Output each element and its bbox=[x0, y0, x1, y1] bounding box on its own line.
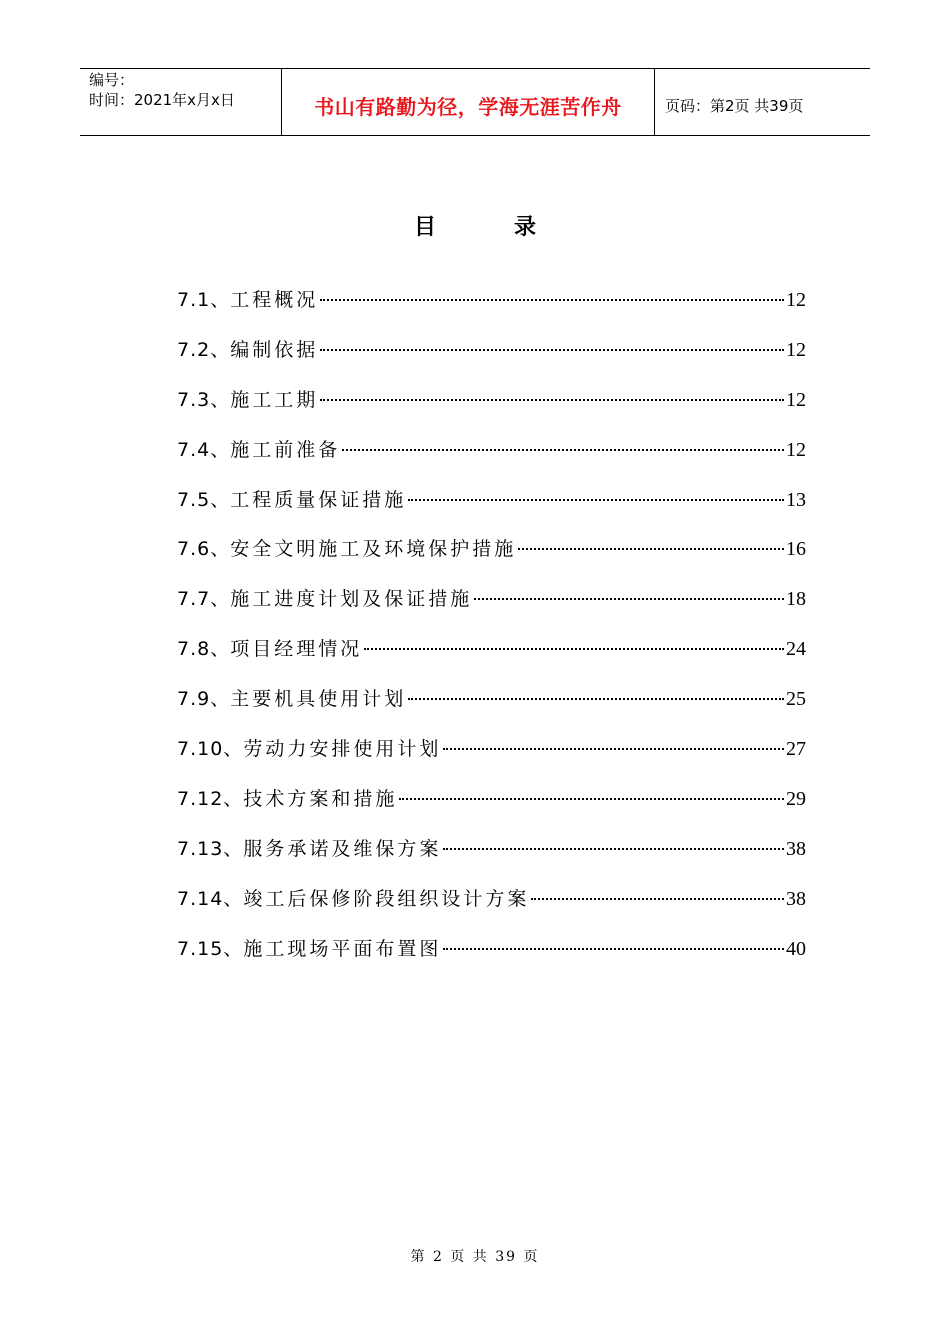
toc-entry-number: 7.15、 bbox=[177, 937, 244, 960]
toc-title-left: 目 bbox=[413, 214, 436, 240]
toc-entry[interactable] bbox=[177, 934, 806, 984]
toc-entry-page: 16 bbox=[786, 538, 806, 561]
toc-dot-leader bbox=[320, 299, 784, 301]
toc-dot-leader bbox=[320, 399, 784, 401]
toc-entry[interactable] bbox=[177, 884, 806, 934]
toc-dot-leader bbox=[408, 499, 784, 501]
toc-entry[interactable] bbox=[177, 834, 806, 884]
header-motto-cell bbox=[281, 69, 655, 135]
toc-entry[interactable] bbox=[177, 534, 806, 584]
toc-entry-page: 24 bbox=[786, 638, 806, 661]
toc-entry-number: 7.2、 bbox=[177, 338, 231, 361]
toc-title bbox=[0, 210, 950, 241]
toc-entry-label: 竣工后保修阶段组织设计方案 bbox=[243, 887, 530, 910]
toc-dot-leader bbox=[531, 898, 784, 900]
header-page-info: 页码：第2页 共39页 bbox=[665, 96, 804, 115]
toc-entry-number: 7.8、 bbox=[177, 638, 231, 661]
toc-entry[interactable] bbox=[177, 584, 806, 634]
toc-dot-leader bbox=[364, 648, 784, 650]
toc-dot-leader bbox=[443, 948, 784, 950]
toc-entry-number: 7.12、 bbox=[177, 787, 244, 810]
toc-entry-page: 13 bbox=[786, 488, 806, 511]
toc-entry[interactable] bbox=[177, 634, 806, 684]
toc-dot-leader bbox=[474, 598, 784, 600]
toc-dot-leader bbox=[443, 848, 784, 850]
toc-dot-leader bbox=[518, 548, 784, 550]
toc-entry-page: 38 bbox=[786, 837, 806, 860]
toc-entry[interactable] bbox=[177, 734, 806, 784]
toc-entry[interactable] bbox=[177, 335, 806, 385]
toc-entry-page: 25 bbox=[786, 688, 806, 711]
toc-entry-number: 7.9、 bbox=[177, 688, 231, 711]
toc-entry-label: 服务承诺及维保方案 bbox=[243, 837, 442, 860]
toc-entry-label: 安全文明施工及环境保护措施 bbox=[230, 538, 517, 561]
document-header bbox=[80, 68, 870, 136]
toc-entry-label: 项目经理情况 bbox=[230, 638, 363, 661]
toc-entry-label: 工程概况 bbox=[230, 289, 319, 311]
toc-entry-number: 7.13、 bbox=[177, 837, 244, 860]
toc-entry-page: 38 bbox=[786, 887, 806, 910]
toc-entry-label: 主要机具使用计划 bbox=[230, 688, 407, 711]
toc-entry-number: 7.14、 bbox=[177, 887, 244, 910]
toc-entry-label: 编制依据 bbox=[230, 338, 319, 361]
serial-number-label: 编号： bbox=[89, 71, 135, 89]
toc-entry[interactable] bbox=[177, 684, 806, 734]
toc-dot-leader bbox=[320, 349, 784, 351]
toc-entry-page: 12 bbox=[786, 388, 806, 411]
toc-entry-label: 施工进度计划及保证措施 bbox=[230, 588, 473, 611]
toc-list bbox=[177, 285, 806, 983]
toc-entry[interactable] bbox=[177, 435, 806, 485]
toc-entry-number: 7.6、 bbox=[177, 538, 231, 561]
toc-entry-number: 7.3、 bbox=[177, 388, 231, 411]
header-page-cell bbox=[655, 69, 870, 135]
toc-dot-leader bbox=[342, 449, 784, 451]
motto-text: 书山有路勤为径，学海无涯苦作舟 bbox=[314, 94, 622, 119]
toc-title-right: 录 bbox=[514, 214, 537, 240]
toc-entry-page: 12 bbox=[786, 289, 806, 311]
toc-entry-label: 施工前准备 bbox=[230, 438, 341, 461]
toc-entry-number: 7.5、 bbox=[177, 488, 231, 511]
toc-entry-label: 施工工期 bbox=[230, 388, 319, 411]
toc-entry-page: 12 bbox=[786, 438, 806, 461]
toc-entry[interactable] bbox=[177, 784, 806, 834]
toc-entry-page: 29 bbox=[786, 787, 806, 810]
toc-entry-number: 7.1、 bbox=[177, 289, 231, 311]
toc-entry[interactable] bbox=[177, 285, 806, 335]
toc-entry-page: 18 bbox=[786, 588, 806, 611]
toc-entry-number: 7.4、 bbox=[177, 438, 231, 461]
toc-dot-leader bbox=[408, 698, 784, 700]
page-footer: 第 2 页 共 39 页 bbox=[410, 1249, 540, 1265]
toc-entry[interactable] bbox=[177, 385, 806, 435]
toc-entry-label: 工程质量保证措施 bbox=[230, 488, 407, 511]
toc-entry-number: 7.10、 bbox=[177, 738, 244, 761]
toc-entry-label: 劳动力安排使用计划 bbox=[243, 738, 442, 761]
toc-entry-number: 7.7、 bbox=[177, 588, 231, 611]
toc-entry-page: 27 bbox=[786, 738, 806, 761]
toc-entry-page: 40 bbox=[786, 937, 806, 960]
toc-entry-label: 施工现场平面布置图 bbox=[243, 937, 442, 960]
toc-dot-leader bbox=[443, 748, 784, 750]
toc-entry-label: 技术方案和措施 bbox=[243, 787, 398, 810]
toc-dot-leader bbox=[399, 798, 784, 800]
toc-entry[interactable] bbox=[177, 485, 806, 535]
toc-entry-page: 12 bbox=[786, 338, 806, 361]
header-meta-cell bbox=[80, 69, 281, 135]
date-label: 时间：2021年x月x日 bbox=[89, 91, 235, 109]
